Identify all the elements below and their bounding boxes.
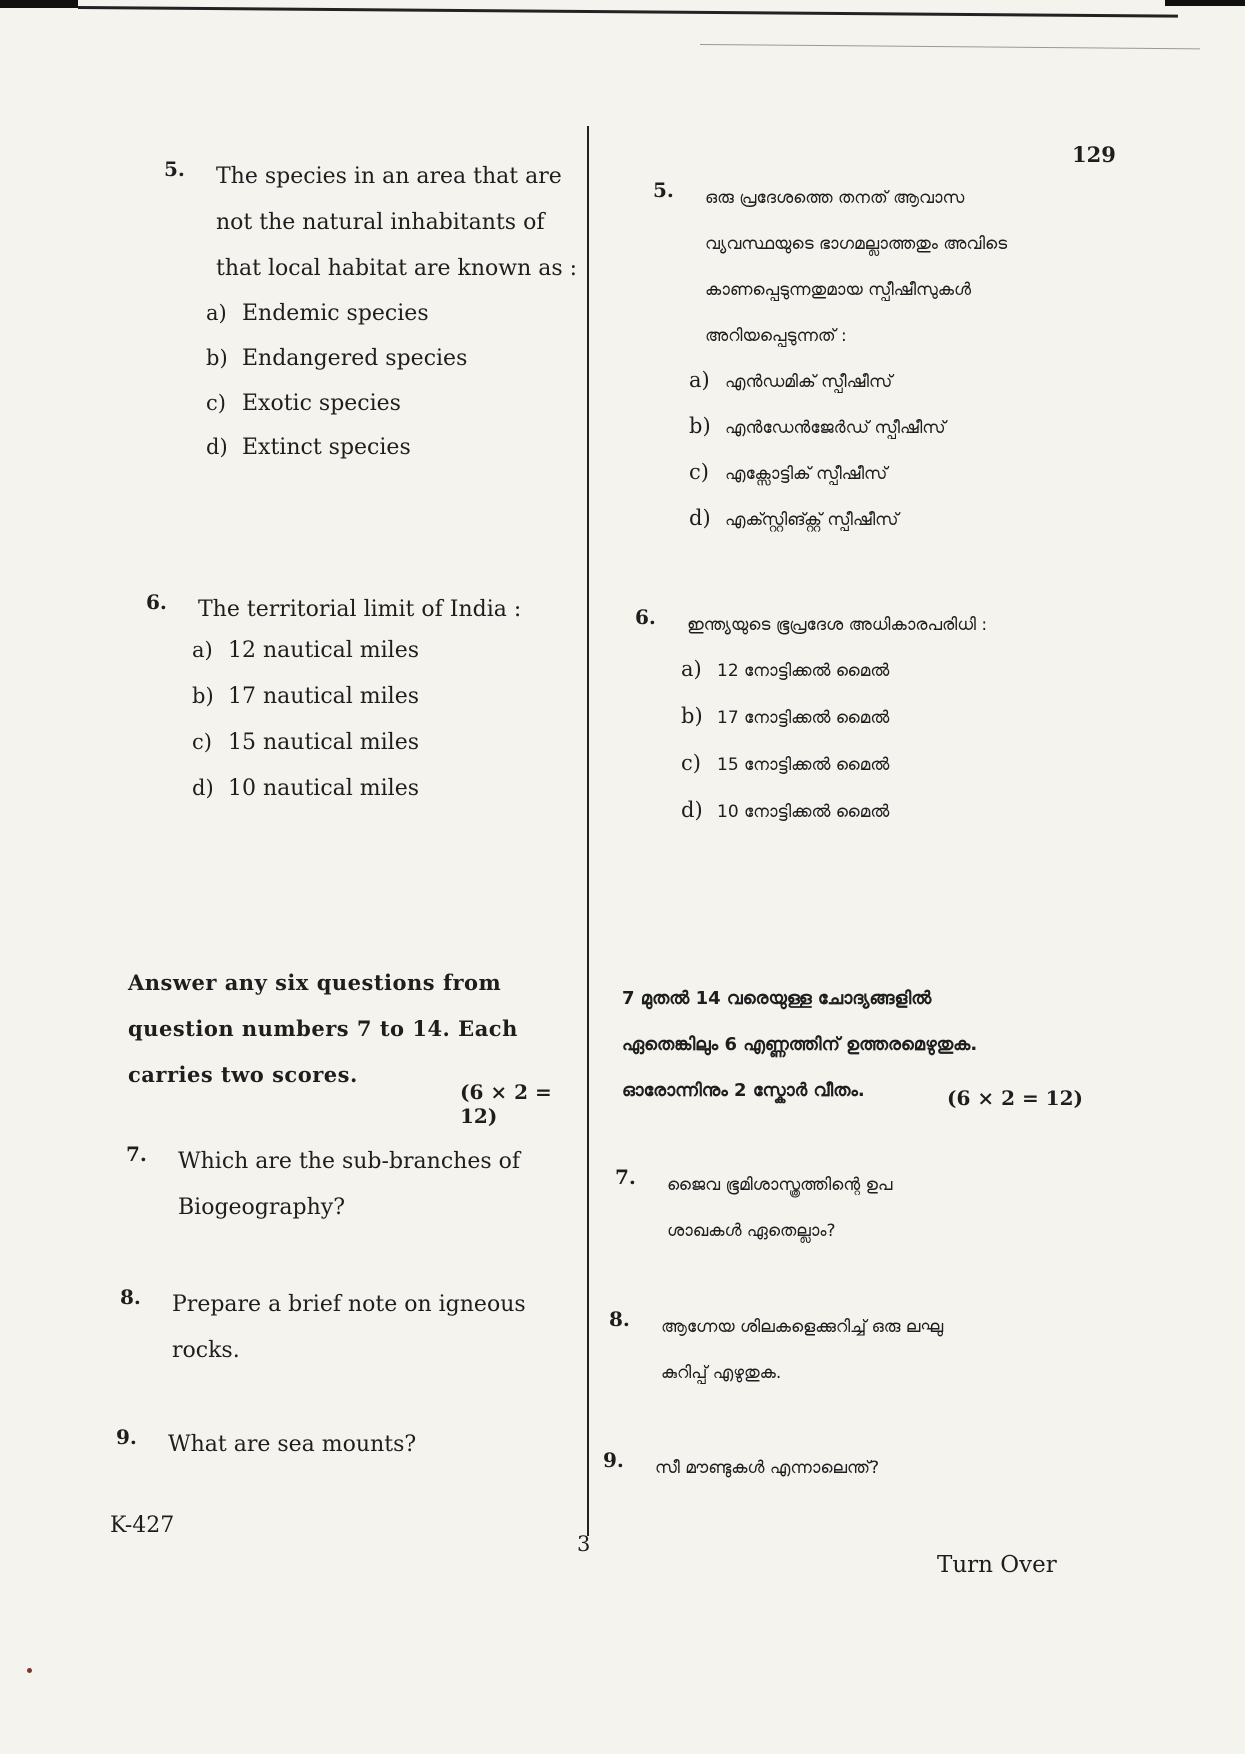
instruction-line: ഏതെങ്കിലും 6 എണ്ണത്തിന് ഉത്തരമെഴുതുക. xyxy=(622,1034,978,1055)
instruction-line: Answer any six questions from xyxy=(128,970,502,995)
section-instruction-en xyxy=(128,960,598,1098)
question-line: that local habitat are known as : xyxy=(216,256,578,281)
instruction-line: ഓരോന്നിനും 2 സ്കോർ വീതം. xyxy=(622,1080,865,1101)
question-text: What are sea mounts? xyxy=(168,1432,417,1457)
question-line: ജൈവ ഭൂമിശാസ്ത്രത്തിന്റെ ഉപ xyxy=(667,1175,893,1195)
question-number: 7. xyxy=(126,1142,147,1166)
option-c: c) 15 നോട്ടിക്കൽ മൈൽ xyxy=(681,751,890,775)
page-number: 129 xyxy=(1072,142,1116,167)
question-line: Prepare a brief note on igneous xyxy=(172,1292,526,1317)
question-text: The territorial limit of India : xyxy=(198,597,522,622)
scan-edge-right xyxy=(1165,0,1245,6)
option-d: d) 10 നോട്ടിക്കൽ മൈൽ xyxy=(681,798,890,822)
question-number: 9. xyxy=(116,1425,137,1449)
question-line: ശാഖകൾ ഏതെല്ലാം? xyxy=(667,1221,836,1241)
score-ml: (6 × 2 = 12) xyxy=(947,1086,1083,1110)
option-b: b) 17 നോട്ടിക്കൽ മൈൽ xyxy=(681,704,890,728)
question-number: 5. xyxy=(164,157,185,181)
column-divider xyxy=(587,126,589,1536)
scan-edge-left xyxy=(0,0,78,8)
question-number: 9. xyxy=(603,1448,624,1472)
instruction-line: question numbers 7 to 14. Each xyxy=(128,1016,518,1041)
question-line: rocks. xyxy=(172,1338,240,1363)
question-line: ഒരു പ്രദേശത്തെ തനത് ആവാസ xyxy=(705,188,965,208)
instruction-line: carries two scores. xyxy=(128,1062,358,1087)
option-a: a) 12 nautical miles xyxy=(192,638,420,663)
option-a: a) എൻഡമിക് സ്പീഷീസ് xyxy=(689,368,893,392)
option-b: b) 17 nautical miles xyxy=(192,684,420,709)
option-a: a) Endemic species xyxy=(206,301,429,326)
question-line: Biogeography? xyxy=(178,1195,345,1220)
question-number: 8. xyxy=(609,1307,630,1331)
question-number: 5. xyxy=(653,178,674,202)
question-text xyxy=(178,1139,578,1231)
question-line: കുറിപ്പ് എഴുതുക. xyxy=(661,1363,782,1383)
scan-speck xyxy=(27,1668,32,1673)
question-text xyxy=(216,154,596,292)
paper-code: K-427 xyxy=(110,1513,175,1538)
question-text: ഇന്ത്യയുടെ ഭൂപ്രദേശ അധികാരപരിധി : xyxy=(687,615,988,635)
question-line: The species in an area that are xyxy=(216,164,562,189)
question-line: അറിയപ്പെടുന്നത് : xyxy=(705,326,847,346)
question-text xyxy=(705,175,1125,359)
option-c: c) എക്സോട്ടിക് സ്പീഷീസ് xyxy=(689,460,888,484)
question-number: 6. xyxy=(635,605,656,629)
question-number: 8. xyxy=(120,1285,141,1309)
option-a: a) 12 നോട്ടിക്കൽ മൈൽ xyxy=(681,657,890,681)
question-text xyxy=(667,1162,1087,1254)
question-text xyxy=(661,1304,1081,1396)
question-line: not the natural inhabitants of xyxy=(216,210,545,235)
score-en: (6 × 2 = 12) xyxy=(460,1080,552,1128)
question-line: വ്യവസ്ഥയുടെ ഭാഗമല്ലാത്തതും അവിടെ xyxy=(705,234,1008,254)
sheet-number: 3 xyxy=(577,1532,591,1556)
instruction-line: 7 മുതൽ 14 വരെയുള്ള ചോദ്യങ്ങളിൽ xyxy=(622,988,932,1009)
question-text xyxy=(172,1282,572,1374)
question-number: 6. xyxy=(146,590,167,614)
top-rule xyxy=(78,6,1178,18)
turn-over-label: Turn Over xyxy=(937,1552,1057,1578)
option-b: b) Endangered species xyxy=(206,346,468,371)
question-line: ആഗ്നേയ ശിലകളെക്കുറിച്ച് ഒരു ലഘു xyxy=(661,1317,944,1337)
option-d: d) Extinct species xyxy=(206,435,411,460)
top-rule-secondary xyxy=(700,44,1200,49)
option-b: b) എൻഡേൻജേർഡ് സ്പീഷീസ് xyxy=(689,414,946,438)
option-d: d) 10 nautical miles xyxy=(192,776,420,801)
option-c: c) 15 nautical miles xyxy=(192,730,420,755)
question-line: Which are the sub-branches of xyxy=(178,1149,521,1174)
question-number: 7. xyxy=(615,1165,636,1189)
option-d: d) എക്സ്റ്റിങ്ക്റ്റ് സ്പീഷീസ് xyxy=(689,506,899,530)
question-text: സീ മൗണ്ടുകൾ എന്നാലെന്ത്? xyxy=(655,1458,880,1478)
question-line: കാണപ്പെടുന്നതുമായ സ്പീഷീസുകൾ xyxy=(705,280,972,300)
option-c: c) Exotic species xyxy=(206,391,401,416)
